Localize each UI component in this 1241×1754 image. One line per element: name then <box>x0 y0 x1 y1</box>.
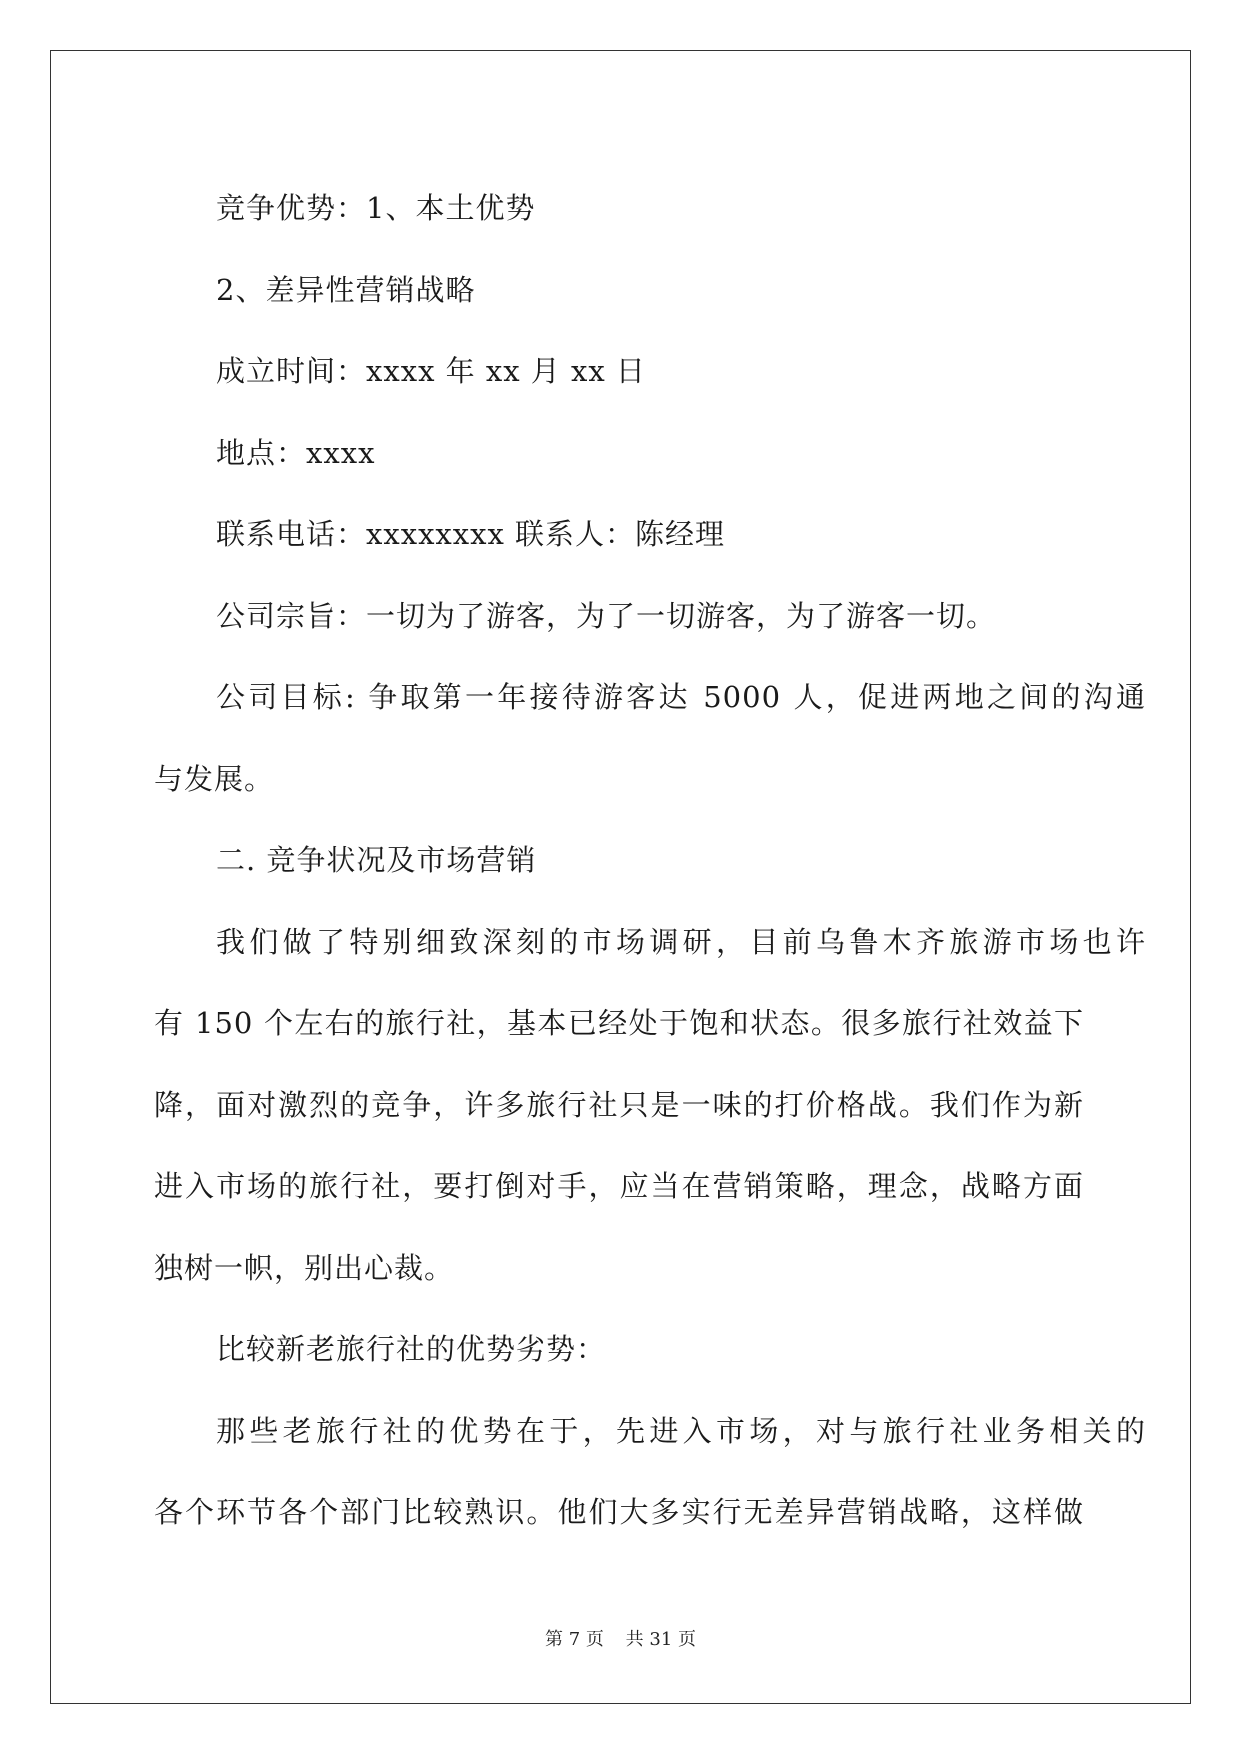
text-line: 2、差异性营销战略 <box>216 272 476 307</box>
text-line: 有 150 个左右的旅行社，基本已经处于饱和状态。很多旅行社效益下 <box>154 1006 1084 1040</box>
page-number: 第 7 页 <box>545 1629 604 1650</box>
text-line: 比较新老旅行社的优势劣势： <box>216 1332 607 1366</box>
page-footer <box>0 1625 1241 1651</box>
text-line: 独树一帜，别出心裁。 <box>154 1250 455 1285</box>
text-line: 联系电话：xxxxxxxx 联系人：陈经理 <box>216 517 726 551</box>
text-line: 进入市场的旅行社，要打倒对手，应当在营销策略，理念，战略方面 <box>154 1169 1084 1203</box>
text-line: 降，面对激烈的竞争，许多旅行社只是一味的打价格战。我们作为新 <box>154 1087 1084 1122</box>
text-line: 竞争优势：1、本土优势 <box>216 191 536 225</box>
text-line: 各个环节各个部门比较熟识。他们大多实行无差异营销战略，这样做 <box>154 1495 1084 1529</box>
text-line: 我们做了特别细致深刻的市场调研，目前乌鲁木齐旅游市场也许 <box>216 924 1146 959</box>
text-line: 与发展。 <box>154 761 275 796</box>
text-line: 那些老旅行社的优势在于，先进入市场，对与旅行社业务相关的 <box>216 1413 1146 1448</box>
text-line: 成立时间：xxxx 年 xx 月 xx 日 <box>216 354 646 388</box>
section-heading: 二. 竞争状况及市场营销 <box>216 843 537 877</box>
text-line: 公司宗旨：一切为了游客，为了一切游客，为了游客一切。 <box>216 598 997 633</box>
text-line: 地点：xxxx <box>216 435 376 470</box>
document-body <box>154 168 1146 1554</box>
page-total: 共 31 页 <box>625 1629 696 1650</box>
text-line: 公司目标: 争取第一年接待游客达 5000 人，促进两地之间的沟通 <box>216 680 1146 714</box>
